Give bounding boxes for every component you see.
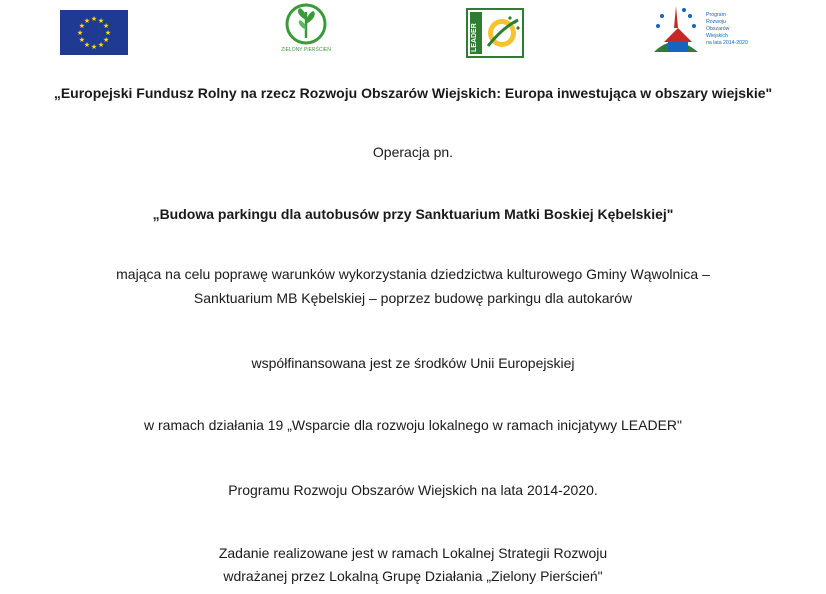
eu-star: ★ bbox=[104, 29, 112, 37]
prow-logo bbox=[650, 2, 748, 58]
eu-star: ★ bbox=[102, 36, 110, 44]
eu-star: ★ bbox=[83, 16, 91, 25]
prow-text-3: Obszarów bbox=[706, 26, 730, 32]
task-line-2: wdrażanej przez Lokalną Grupę Działania „Zielony Pierścień" bbox=[223, 568, 603, 584]
zp-leaf-left bbox=[298, 8, 306, 20]
fund-title: „Europejski Fundusz Rolny na rzecz Rozwoju Obszarów Wiejskich: Europa inwestująca w obszary wiejskie" bbox=[53, 85, 773, 101]
prow-text-5: na lata 2014-2020 bbox=[706, 40, 748, 46]
zp-logo-text: ZIELONY PIERŚCIEŃ bbox=[281, 47, 331, 53]
zielony-pierscien-logo bbox=[276, 2, 336, 58]
operation-label: Operacja pn. bbox=[372, 144, 454, 160]
eu-star: ★ bbox=[97, 16, 105, 25]
operation-name: „Budowa parkingu dla autobusów przy Sanktuarium Matki Boskiej Kębelskiej" bbox=[152, 206, 674, 222]
measure-text: w ramach działania 19 „Wsparcie dla rozwoju lokalnego w ramach inicjatywy LEADER" bbox=[144, 417, 682, 433]
prow-text-2: Rozwoju bbox=[706, 19, 726, 25]
eu-star: ★ bbox=[83, 41, 91, 50]
programme-text: Programu Rozwoju Obszarów Wiejskich na lata 2014-2020. bbox=[228, 482, 598, 498]
eu-star: ★ bbox=[102, 22, 110, 30]
cofinanced-text: współfinansowana jest ze środków Unii Europejskiej bbox=[251, 355, 575, 371]
eu-star: ★ bbox=[90, 43, 98, 51]
eu-star: ★ bbox=[90, 15, 98, 23]
eu-star: ★ bbox=[78, 22, 86, 30]
eu-flag-logo bbox=[60, 10, 128, 55]
prow-text-1: Program bbox=[706, 12, 726, 18]
prow-house bbox=[668, 42, 688, 52]
task-line-1: Zadanie realizowane jest w ramach Lokalnej Strategii Rozwoju bbox=[218, 545, 608, 561]
eu-star: ★ bbox=[76, 29, 84, 37]
goal-line-2: Sanktuarium MB Kębelskiej – poprzez budowę parkingu dla autokarów bbox=[193, 290, 633, 306]
prow-spire bbox=[674, 6, 678, 28]
eu-star: ★ bbox=[78, 36, 86, 44]
leader-logo-text: LEADER bbox=[471, 23, 478, 52]
prow-roof bbox=[664, 28, 692, 42]
goal-line-1: mająca na celu poprawę warunków wykorzystania dziedzictwa kulturowego Gminy Wąwolnica – bbox=[116, 266, 710, 282]
prow-text-4: Wiejskich bbox=[706, 33, 728, 39]
leader-logo bbox=[466, 8, 524, 58]
eu-star: ★ bbox=[97, 41, 105, 50]
zp-leaf-right bbox=[306, 11, 315, 24]
